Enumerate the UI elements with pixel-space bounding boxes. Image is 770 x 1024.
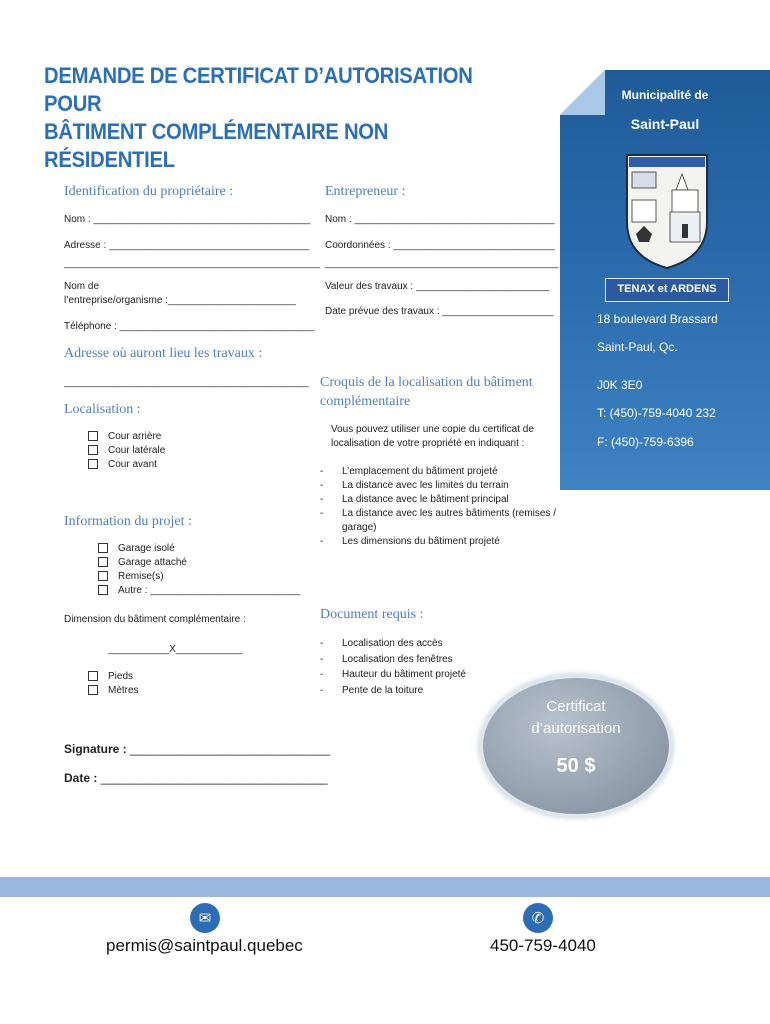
- footer-band: [0, 877, 770, 897]
- list-item: - Les dimensions du bâtiment projeté: [320, 535, 568, 549]
- location-heading: Localisation :: [64, 402, 141, 417]
- dimension-label: Dimension du bâtiment complémentaire :: [64, 614, 246, 625]
- option-label: Remise(s): [118, 571, 164, 582]
- option-label: Garage attaché: [118, 557, 187, 568]
- date-label: Date :: [64, 771, 98, 785]
- contractor-heading: Entrepreneur :: [325, 184, 406, 199]
- badge-line-1: Certificat: [546, 698, 606, 715]
- checkbox[interactable]: [88, 445, 98, 455]
- signature-line[interactable]: ______________________________: [126, 742, 331, 756]
- project-option[interactable]: [98, 584, 300, 598]
- date-line[interactable]: __________________________________: [97, 771, 328, 785]
- owner-phone-field[interactable]: Téléphone : ___________________________________: [64, 321, 315, 332]
- owner-name-field[interactable]: Nom : _______________________________________: [64, 214, 311, 225]
- sidebar-address-2: Saint-Paul, Qc.: [597, 340, 678, 354]
- list-item: - La distance avec les autres bâtiments (remises / garage): [320, 507, 568, 535]
- signature-field[interactable]: [64, 742, 330, 756]
- work-address-field[interactable]: ____________________________________________: [64, 377, 309, 388]
- motto-banner: TENAX et ARDENS: [605, 278, 729, 302]
- sidebar-telephone: T: (450)-759-4040 232: [597, 406, 716, 420]
- contractor-contact-field[interactable]: Coordonnées : _____________________________: [325, 240, 555, 251]
- sidebar-fax: F: (450)-759-6396: [597, 435, 694, 449]
- project-heading: Information du projet :: [64, 514, 192, 529]
- signature-label: Signature :: [64, 742, 127, 756]
- location-option[interactable]: [88, 444, 165, 458]
- project-options: [98, 542, 300, 598]
- list-item: - Localisation des accès: [320, 636, 520, 652]
- work-value-field[interactable]: Valeur des travaux : ________________________: [325, 281, 550, 292]
- option-label: Cour avant: [108, 459, 157, 470]
- owner-company-label: Nom de: [64, 281, 100, 292]
- unit-options: [88, 670, 139, 698]
- dimension-field[interactable]: ___________X____________: [108, 644, 243, 655]
- checkbox[interactable]: [98, 571, 108, 581]
- footer-phone[interactable]: 450-759-4040: [490, 936, 596, 955]
- sketch-heading-1: Croquis de la localisation du bâtiment: [320, 375, 533, 390]
- title-line-2: BÂTIMENT COMPLÉMENTAIRE NON RÉSIDENTIEL: [44, 119, 389, 172]
- option-label: Cour arrière: [108, 431, 162, 442]
- owner-address-field[interactable]: Adresse : ____________________________________: [64, 240, 310, 251]
- municipality-name: Saint-Paul: [630, 116, 700, 132]
- coat-of-arms-icon: [624, 152, 710, 270]
- option-label: Pieds: [108, 671, 134, 682]
- footer-email[interactable]: permis@saintpaul.quebec: [106, 936, 303, 955]
- project-option[interactable]: [98, 542, 300, 556]
- project-option[interactable]: [98, 556, 300, 570]
- checkbox[interactable]: [98, 585, 108, 595]
- owner-address-line-2[interactable]: ______________________________________________: [64, 258, 320, 269]
- contractor-name-field[interactable]: Nom : ____________________________________: [325, 214, 555, 225]
- documents-list: [320, 636, 520, 698]
- sidebar-address-1: 18 boulevard Brassard: [597, 312, 718, 326]
- unit-option[interactable]: [88, 684, 139, 698]
- checkbox[interactable]: [88, 431, 98, 441]
- work-address-heading: Adresse où auront lieu les travaux :: [64, 346, 263, 361]
- sketch-intro-2: localisation de votre propriété en indiquant :: [331, 438, 525, 449]
- date-field[interactable]: [64, 771, 328, 785]
- project-option[interactable]: [98, 570, 300, 584]
- envelope-icon: ✉: [190, 903, 220, 933]
- list-item: - La distance avec les limites du terrain: [320, 479, 568, 493]
- list-item: - La distance avec le bâtiment principal: [320, 493, 568, 507]
- unit-option[interactable]: [88, 670, 139, 684]
- option-label: Autre : ___________________________: [118, 585, 301, 596]
- checkbox[interactable]: [88, 685, 98, 695]
- location-option[interactable]: [88, 430, 165, 444]
- list-item: - Hauteur du bâtiment projeté: [320, 667, 520, 683]
- sketch-intro-1: Vous pouvez utiliser une copie du certificat de: [331, 424, 534, 435]
- work-date-field[interactable]: Date prévue des travaux : ____________________: [325, 306, 554, 317]
- checkbox[interactable]: [98, 543, 108, 553]
- title-line-1: DEMANDE DE CERTIFICAT D’AUTORISATION POUR: [44, 63, 473, 116]
- owner-heading: Identification du propriétaire :: [64, 184, 234, 199]
- checkbox[interactable]: [88, 459, 98, 469]
- list-item: - Pente de la toiture: [320, 683, 520, 699]
- contractor-contact-line-2[interactable]: __________________________________________: [325, 258, 559, 269]
- badge-title: [483, 696, 669, 740]
- badge-price: 50 $: [556, 755, 596, 777]
- documents-heading: Document requis :: [320, 607, 424, 622]
- list-item: - L’emplacement du bâtiment projeté: [320, 465, 568, 479]
- location-options: [88, 430, 165, 472]
- sketch-heading-2: complémentaire: [320, 394, 411, 409]
- checkbox[interactable]: [88, 671, 98, 681]
- phone-icon: ✆: [523, 903, 553, 933]
- sketch-list: [320, 465, 568, 549]
- list-item: - Localisation des fenêtres: [320, 652, 520, 668]
- page-title: [44, 62, 522, 174]
- option-label: Mètres: [108, 685, 139, 696]
- sidebar-postal-code: J0K 3E0: [597, 378, 643, 392]
- municipality-label: Municipalité de: [621, 88, 709, 102]
- checkbox[interactable]: [98, 557, 108, 567]
- owner-company-field[interactable]: l’entreprise/organisme :_______________________: [64, 295, 296, 306]
- badge-line-2: d’autorisation: [531, 720, 621, 737]
- option-label: Cour latérale: [108, 445, 166, 456]
- option-label: Garage isolé: [118, 543, 175, 554]
- location-option[interactable]: [88, 458, 165, 472]
